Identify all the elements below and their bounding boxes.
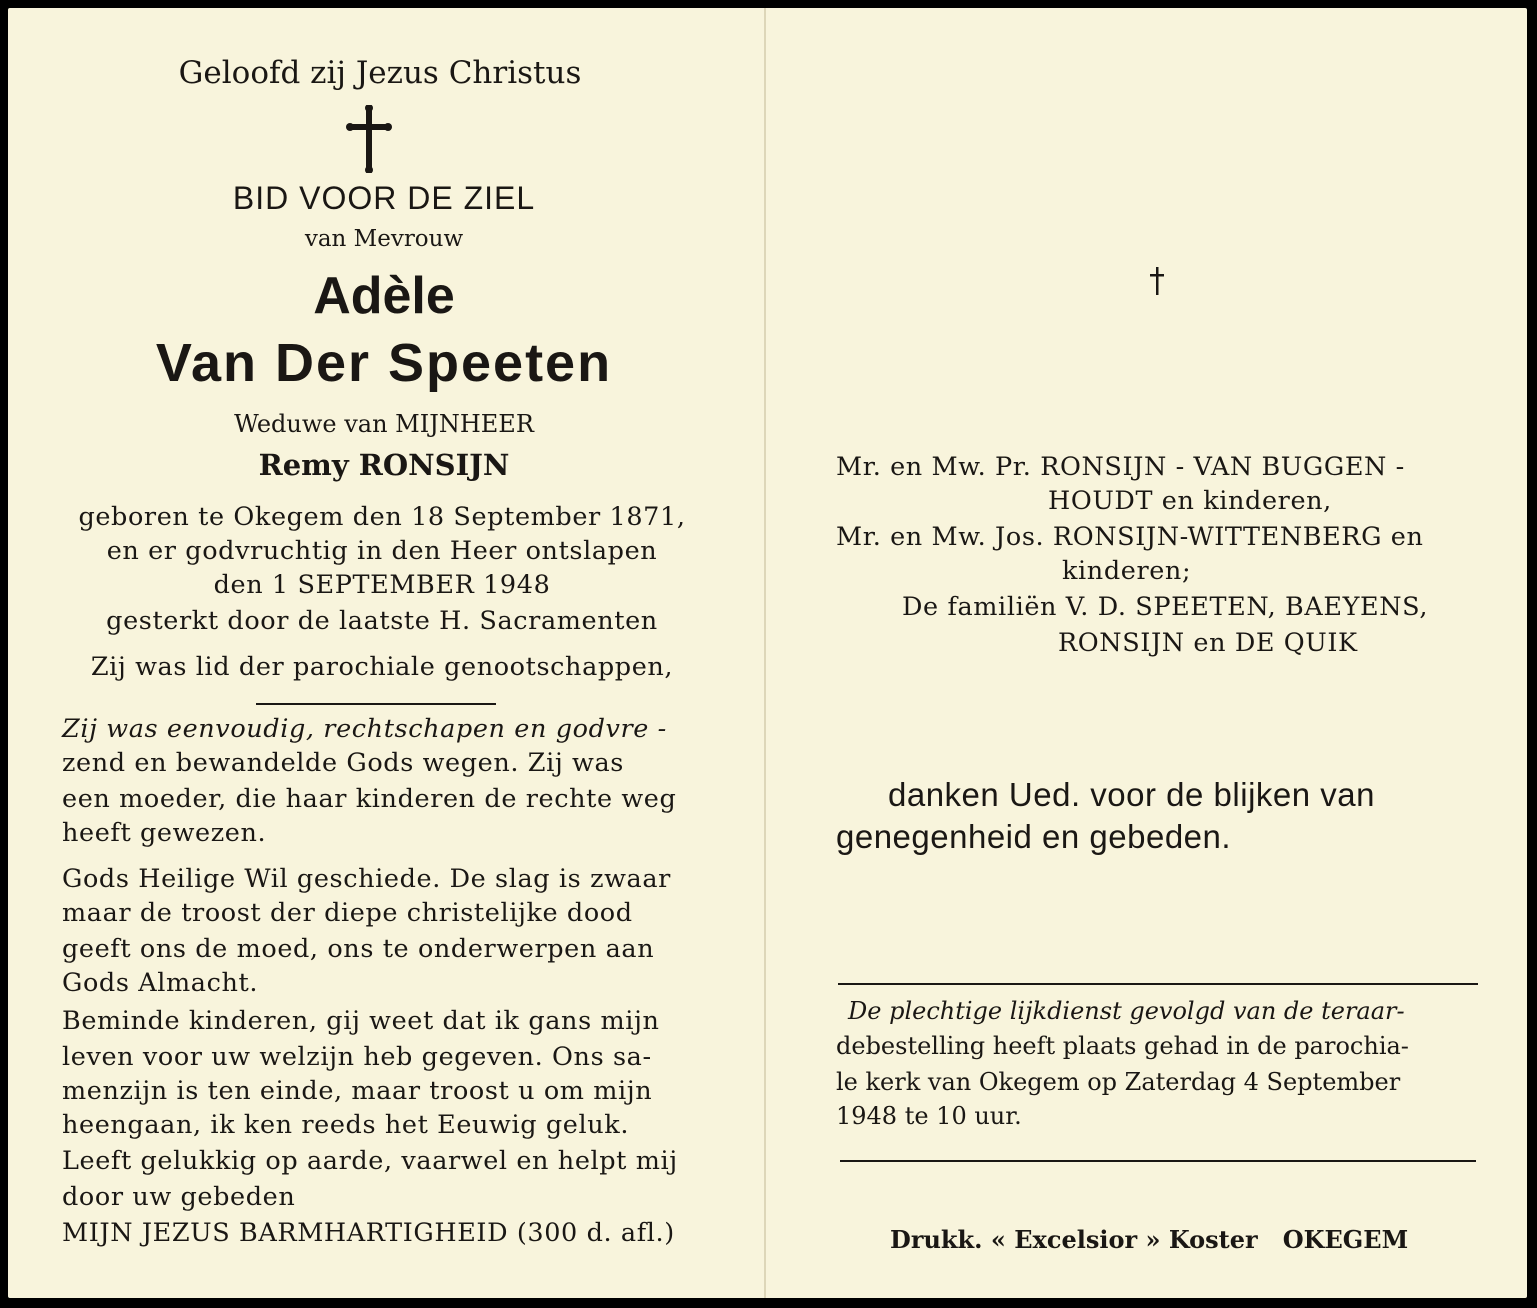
- para-line: Gods Almacht.: [62, 968, 259, 998]
- mourner-line: RONSIJN en DE QUIK: [1058, 628, 1358, 658]
- printer-credit: Drukk. « Excelsior » Koster OKEGEM: [890, 1225, 1409, 1254]
- para-line: menzijn is ten einde, maar troost u om mijn: [62, 1076, 653, 1106]
- last-name: Van Der Speeten: [155, 333, 613, 393]
- divider-line: [256, 703, 496, 705]
- divider-line: [838, 983, 1478, 985]
- mourner-line: HOUDT en kinderen,: [1048, 486, 1332, 516]
- card-fold: [764, 8, 766, 1298]
- bio-line: gesterkt door de laatste H. Sacramenten: [106, 606, 658, 636]
- bio-line: geboren te Okegem den 18 September 1871,: [78, 502, 686, 532]
- service-line: 1948 te 10 uur.: [836, 1102, 1022, 1130]
- small-cross-icon: [1150, 267, 1164, 295]
- husband-name: Remy RONSIJN: [258, 448, 510, 482]
- divider-line: [840, 1160, 1476, 1162]
- thanks-line: genegenheid en gebeden.: [836, 818, 1232, 855]
- cross-icon: [346, 105, 392, 173]
- mourner-line: Mr. en Mw. Pr. RONSIJN - VAN BUGGEN -: [836, 452, 1405, 482]
- closing-prayer: MIJN JEZUS BARMHARTIGHEID (300 d. afl.): [62, 1218, 675, 1248]
- first-name: Adèle: [313, 267, 455, 325]
- mourner-line: kinderen;: [1062, 556, 1192, 586]
- widow-line: Weduwe van MIJNHEER: [234, 410, 534, 438]
- header-text: Geloofd zij Jezus Christus: [178, 55, 582, 91]
- para-line: heengaan, ik ken reeds het Eeuwig geluk.: [62, 1110, 630, 1140]
- para-line: heeft gewezen.: [62, 818, 267, 848]
- para-line: maar de troost der diepe christelijke dood: [62, 898, 633, 928]
- bio-line: Zij was lid der parochiale genootschappen,: [90, 652, 674, 682]
- bio-line: den 1 SEPTEMBER 1948: [213, 570, 551, 600]
- para-line: Beminde kinderen, gij weet dat ik gans mijn: [62, 1006, 660, 1036]
- thanks-line: danken Ued. voor de blijken van: [888, 776, 1375, 813]
- para-line: Leeft gelukkig op aarde, vaarwel en helpt mij: [62, 1146, 678, 1176]
- service-line: De plechtige lijkdienst gevolgd van de teraar-: [848, 997, 1405, 1025]
- para-line: leven voor uw welzijn heb gegeven. Ons sa-: [62, 1042, 652, 1072]
- para-line: zend en bewandelde Gods wegen. Zij was: [62, 748, 624, 778]
- prayer-heading: BID VOOR DE ZIEL: [232, 180, 536, 216]
- title-line: van Mevrouw: [304, 226, 464, 252]
- bio-line: en er godvruchtig in den Heer ontslapen: [106, 536, 658, 566]
- para-line: geeft ons de moed, ons te onderwerpen aan: [62, 934, 655, 964]
- mourner-line: Mr. en Mw. Jos. RONSIJN-WITTENBERG en: [836, 522, 1424, 552]
- para-line: een moeder, die haar kinderen de rechte weg: [62, 784, 677, 814]
- mourner-line: De familiën V. D. SPEETEN, BAEYENS,: [902, 592, 1429, 622]
- para-line: door uw gebeden: [62, 1182, 296, 1212]
- service-line: le kerk van Okegem op Zaterdag 4 September: [836, 1068, 1401, 1096]
- service-line: debestelling heeft plaats gehad in de parochia-: [836, 1032, 1409, 1060]
- para-line: Gods Heilige Wil geschiede. De slag is zwaar: [62, 864, 671, 894]
- para-line: Zij was eenvoudig, rechtschapen en godvre -: [62, 714, 667, 744]
